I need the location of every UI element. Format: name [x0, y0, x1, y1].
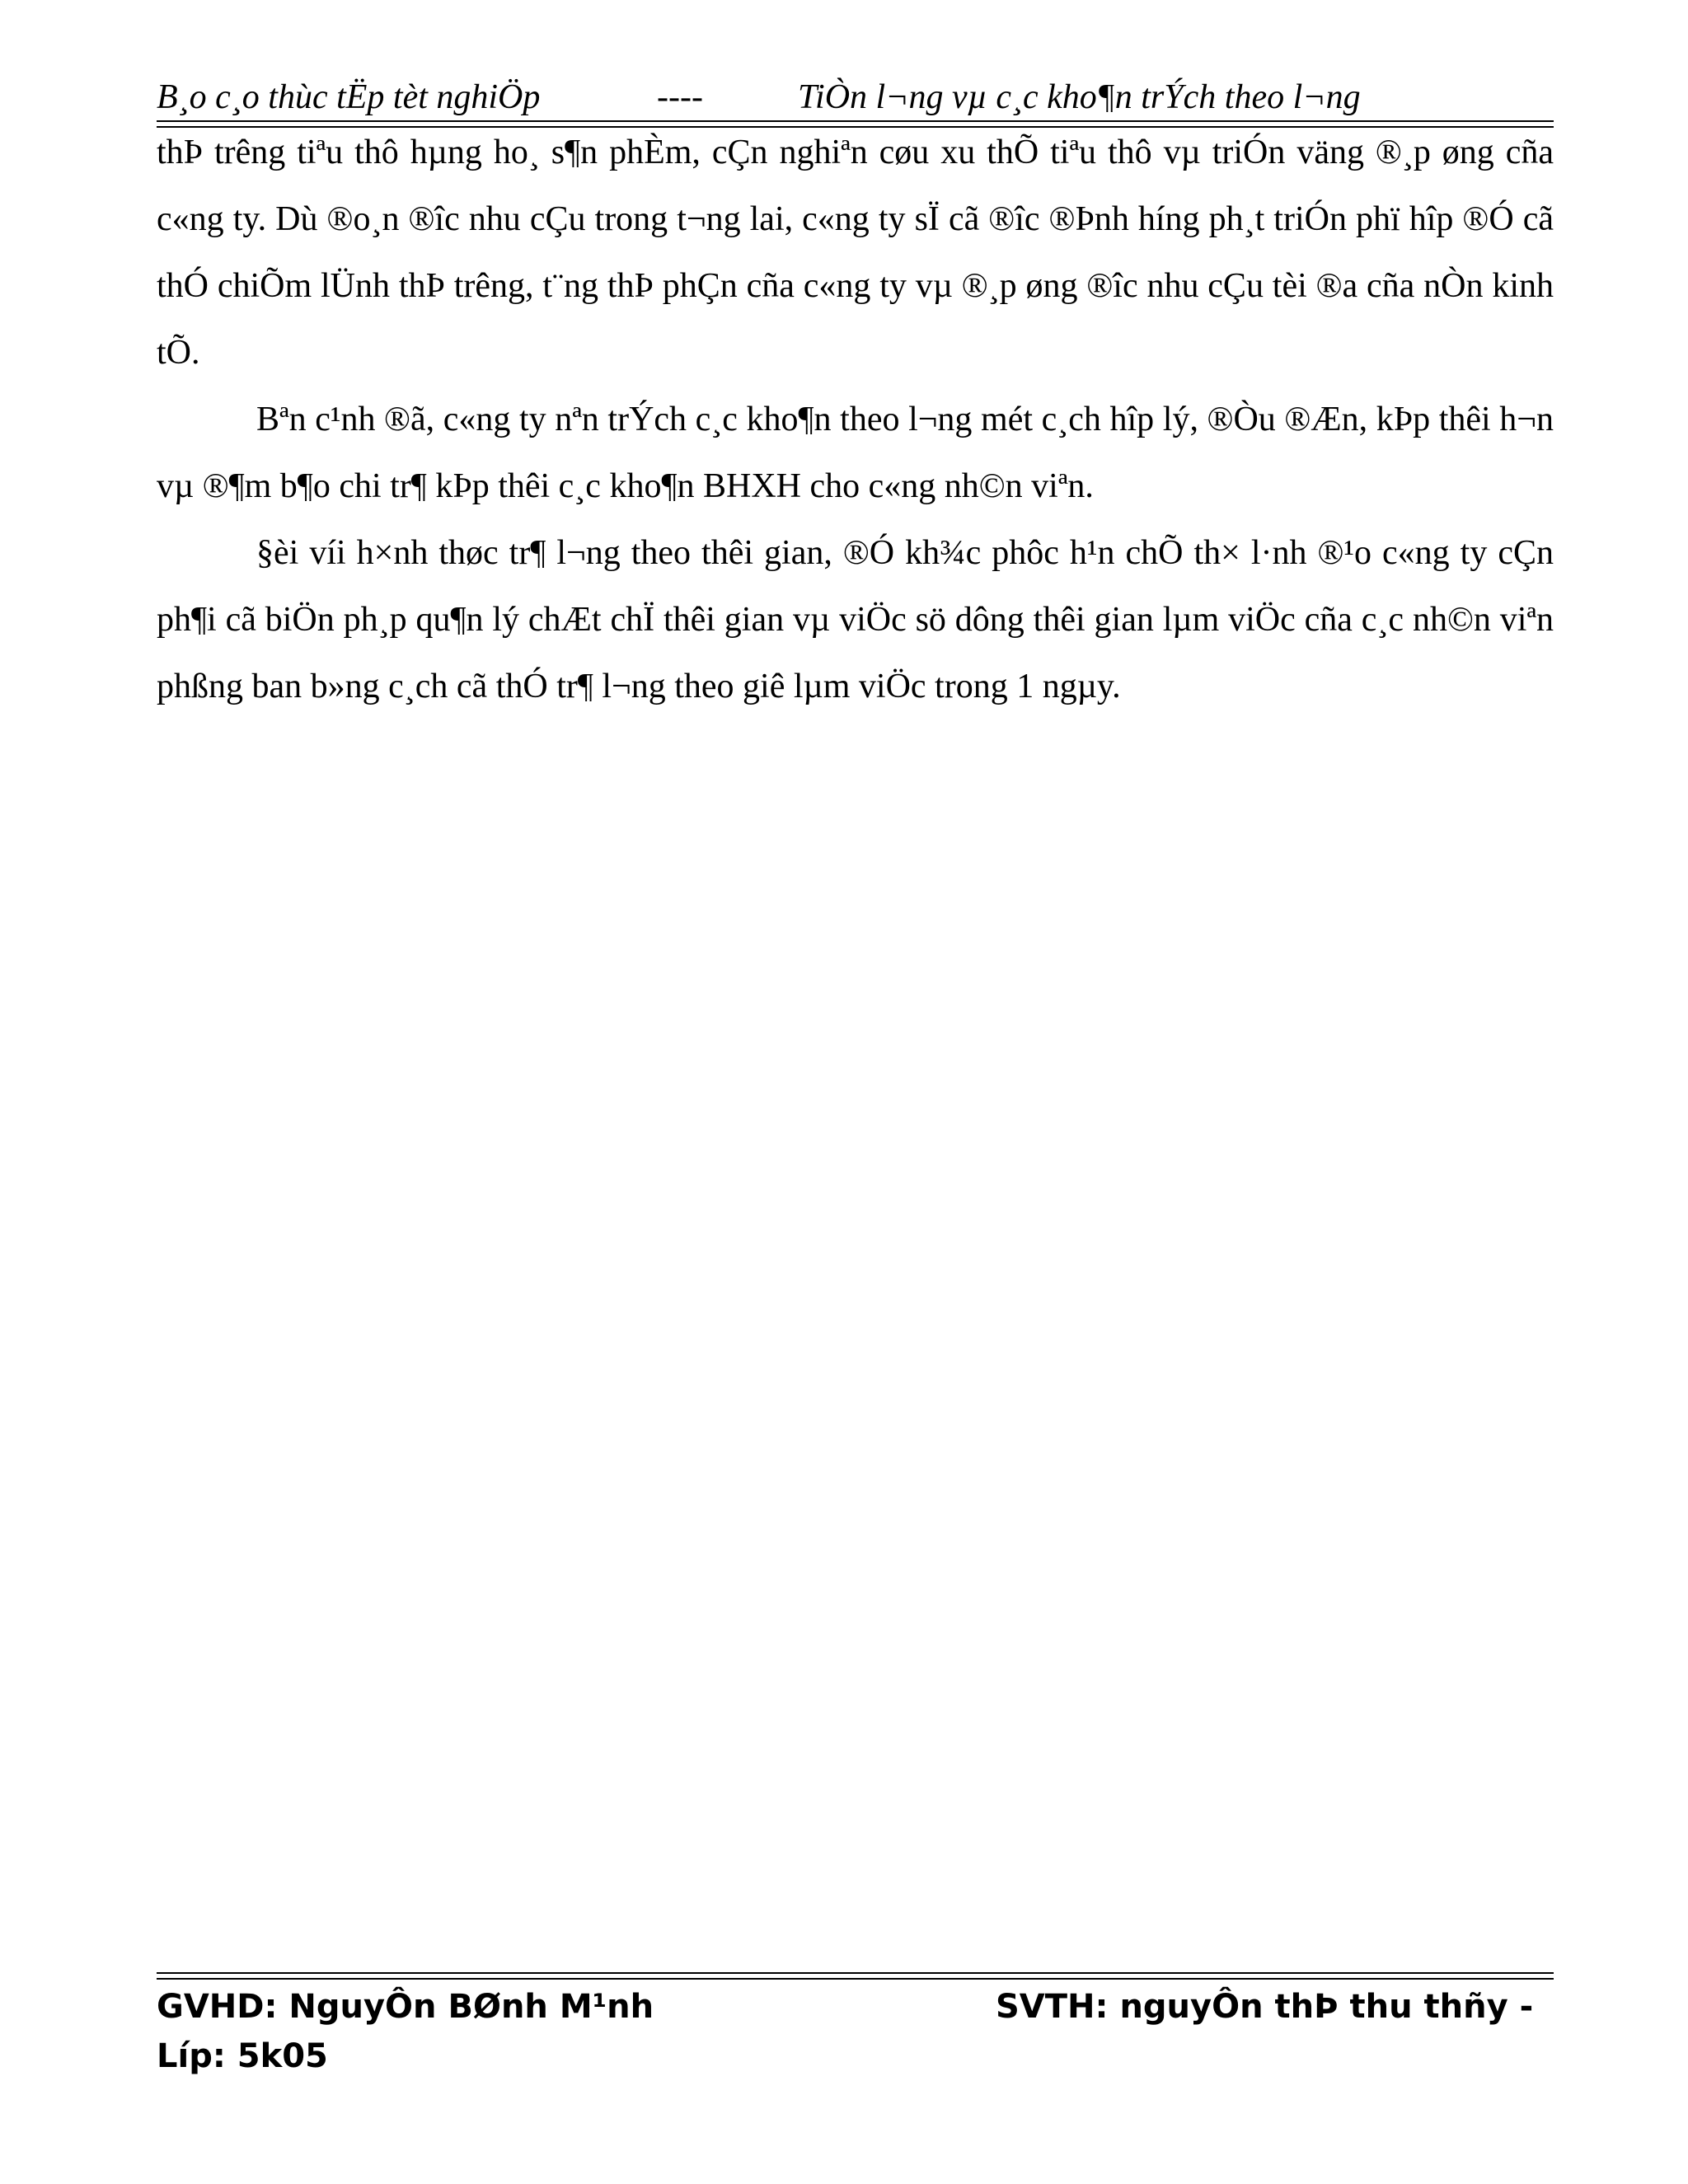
header-report-title: B¸o c¸o thùc tËp tèt nghiÖp [157, 78, 541, 116]
footer-student: SVTH: nguyÔn thÞ thu thñy - [996, 1988, 1534, 2026]
footer-class: Líp: 5k05 [157, 2037, 328, 2075]
header-separator: ---- [657, 78, 703, 116]
paragraph-time-wages: §èi víi h×nh thøc tr¶ l¬ng theo thêi gian, ®Ó kh¾c phôc h¹n chÕ th× l·nh ®¹o c«ng ty cÇn ph¶i cã biÖn ph¸p qu¶n lý chÆt chÏ thêi gian vµ viÖc sö dông thêi gian lµm viÖc cña c¸c nh©n viªn phßng ban b»ng c¸ch cã thÓ tr¶ l¬ng theo giê lµm viÖc trong 1 ngµy. [157, 534, 1554, 705]
page-header [157, 74, 1554, 120]
footer-supervisor: GVHD: NguyÔn BØnh M¹nh [157, 1988, 654, 2026]
page-footer [157, 1982, 1554, 2097]
paragraph-deductions: Bªn c¹nh ®ã, c«ng ty nªn trÝch c¸c kho¶n theo l¬ng mét c¸ch hîp lý, ®Òu ®Æn, kÞp thêi h¬n vµ ®¶m b¶o chi tr¶ kÞp thêi c¸c kho¶n BHXH cho c«ng nh©n viªn. [157, 401, 1554, 505]
body-text [157, 120, 1554, 720]
footer-double-rule [157, 1972, 1554, 1980]
header-topic-title: TiÒn l¬ng vµ c¸c kho¶n trÝch theo l¬ng [798, 78, 1361, 116]
paragraph-market: thÞ trêng tiªu thô hµng ho¸ s¶n phÈm, cÇn nghiªn cøu xu thÕ tiªu thô vµ triÓn väng ®¸p øng cña c«ng ty. Dù ®o¸n ®îc nhu cÇu trong t¬ng lai, c«ng ty sÏ cã ®îc ®Þnh híng ph¸t triÓn phï hîp ®Ó cã thÓ chiÕm lÜnh thÞ trêng, t¨ng thÞ phÇn cña c«ng ty vµ ®¸p øng ®îc nhu cÇu tèi ®a cña nÒn kinh tÕ. [157, 134, 1554, 372]
